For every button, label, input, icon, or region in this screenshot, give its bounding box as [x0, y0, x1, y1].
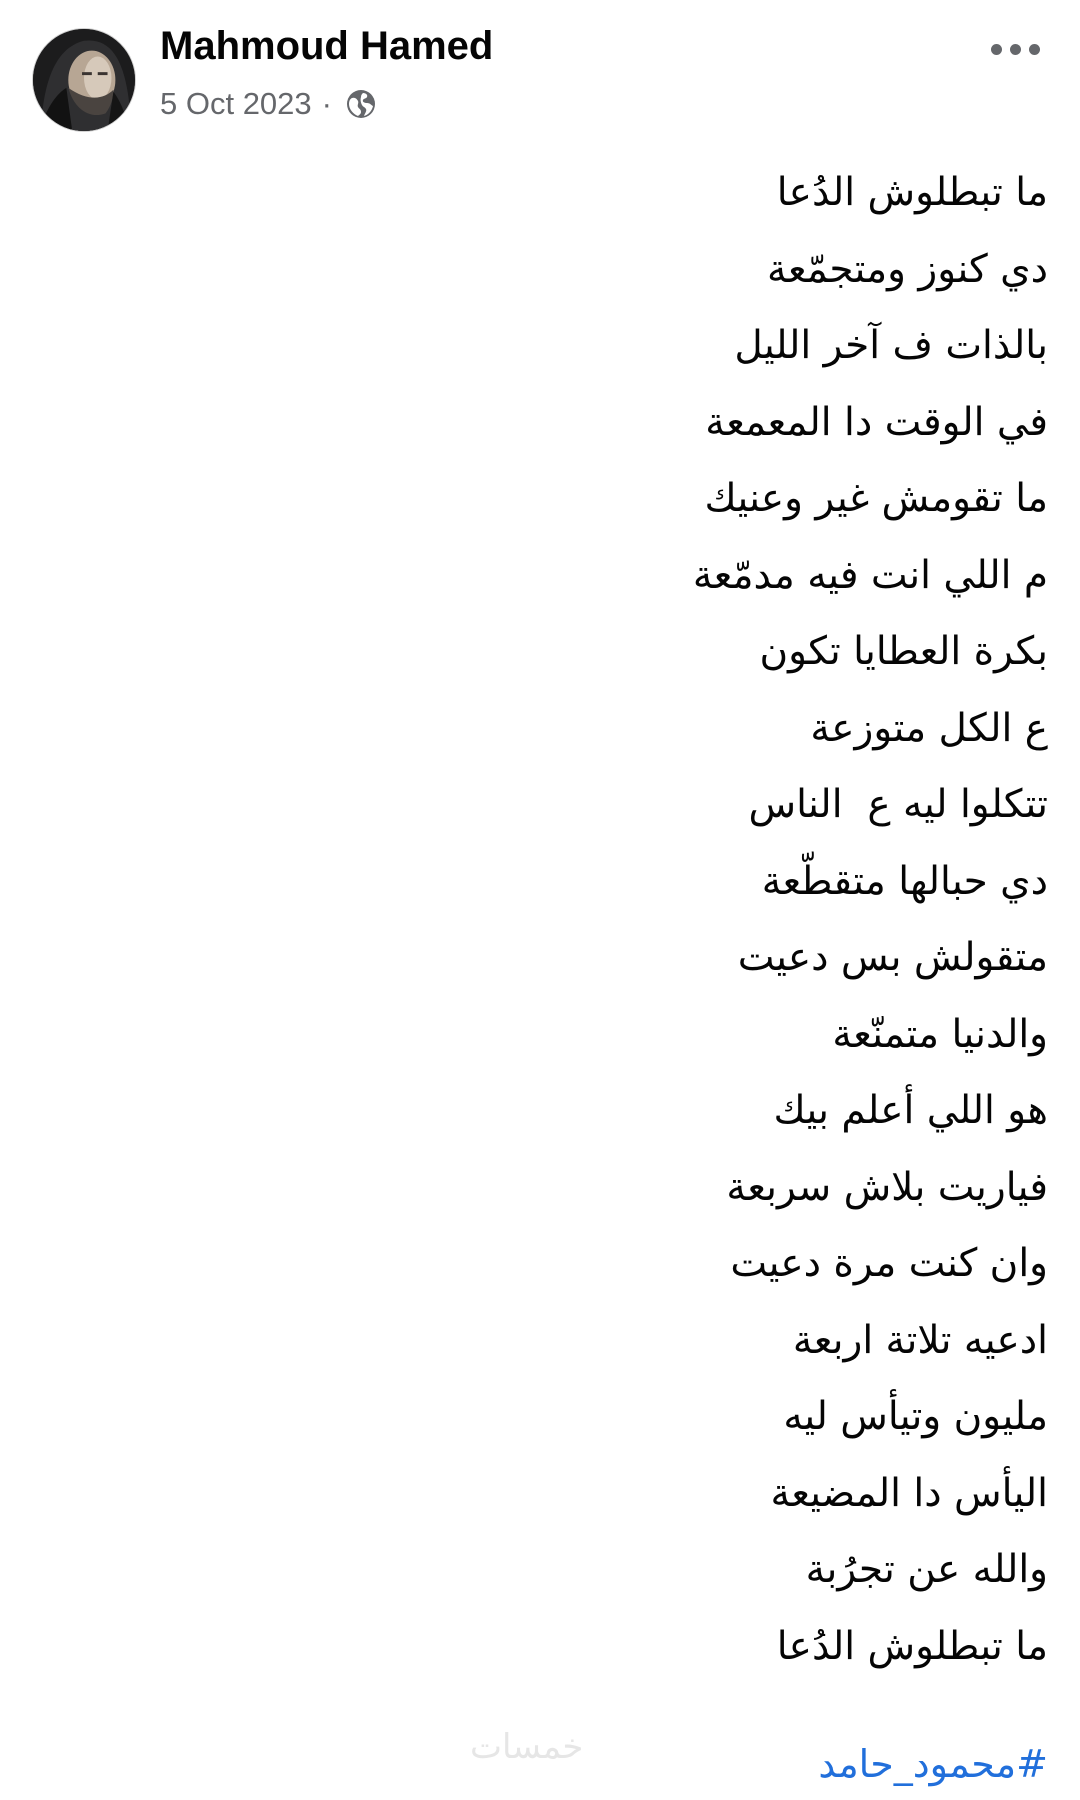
globe-icon[interactable] [346, 89, 376, 119]
poem-line: اليأس دا المضيعة [770, 1470, 1048, 1516]
more-options-icon [1029, 44, 1040, 55]
watermark: خمسات [470, 1727, 584, 1767]
author-name[interactable]: Mahmoud Hamed [160, 24, 494, 68]
poem-line: ما تقومش غير وعنيك [704, 476, 1048, 521]
avatar-photo [33, 29, 135, 131]
poem-line: دي كنوز ومتجمّعة [767, 246, 1048, 292]
poem-line: دي حبالها متقطّعة [761, 858, 1048, 904]
poem-line: في الوقت دا المعمعة [705, 399, 1048, 445]
post-meta [160, 84, 376, 124]
poem-line: ما تبطلوش الدُعا [776, 170, 1048, 215]
poem-line: تتكلوا ليه ع الناس [748, 782, 1048, 827]
poem-line: والدنيا متمنّعة [832, 1011, 1048, 1057]
post-header [0, 0, 1080, 150]
poem-line: فياريت بلاش سربعة [726, 1164, 1048, 1210]
poem-line: وان كنت مرة دعيت [730, 1241, 1048, 1286]
more-options-button[interactable] [980, 34, 1050, 64]
poem-line: والله عن تجرُبة [805, 1547, 1048, 1592]
poem-line: بكرة العطايا تكون [759, 629, 1048, 674]
hashtag-link[interactable]: #محمود_حامد [818, 1742, 1048, 1786]
poem-line: مليون وتيأس ليه [783, 1394, 1048, 1439]
post-body [48, 155, 1048, 1685]
poem-line: متقولش بس دعيت [737, 935, 1048, 980]
poem-line: م اللي انت فيه مدمّعة [692, 552, 1048, 598]
poem-line: ادعيه تلاتة اربعة [792, 1317, 1048, 1363]
more-options-icon [991, 44, 1002, 55]
poem-line: بالذات ف آخر الليل [734, 323, 1048, 368]
poem-line: ما تبطلوش الدُعا [776, 1623, 1048, 1669]
poem-line: ع الكل متوزعة [810, 705, 1048, 751]
avatar[interactable] [32, 28, 136, 132]
poem-line: هو اللي أعلم بيك [773, 1088, 1048, 1133]
more-options-icon [1010, 44, 1021, 55]
meta-separator: · [321, 86, 332, 121]
post-date[interactable]: 5 Oct 2023 [160, 86, 312, 121]
